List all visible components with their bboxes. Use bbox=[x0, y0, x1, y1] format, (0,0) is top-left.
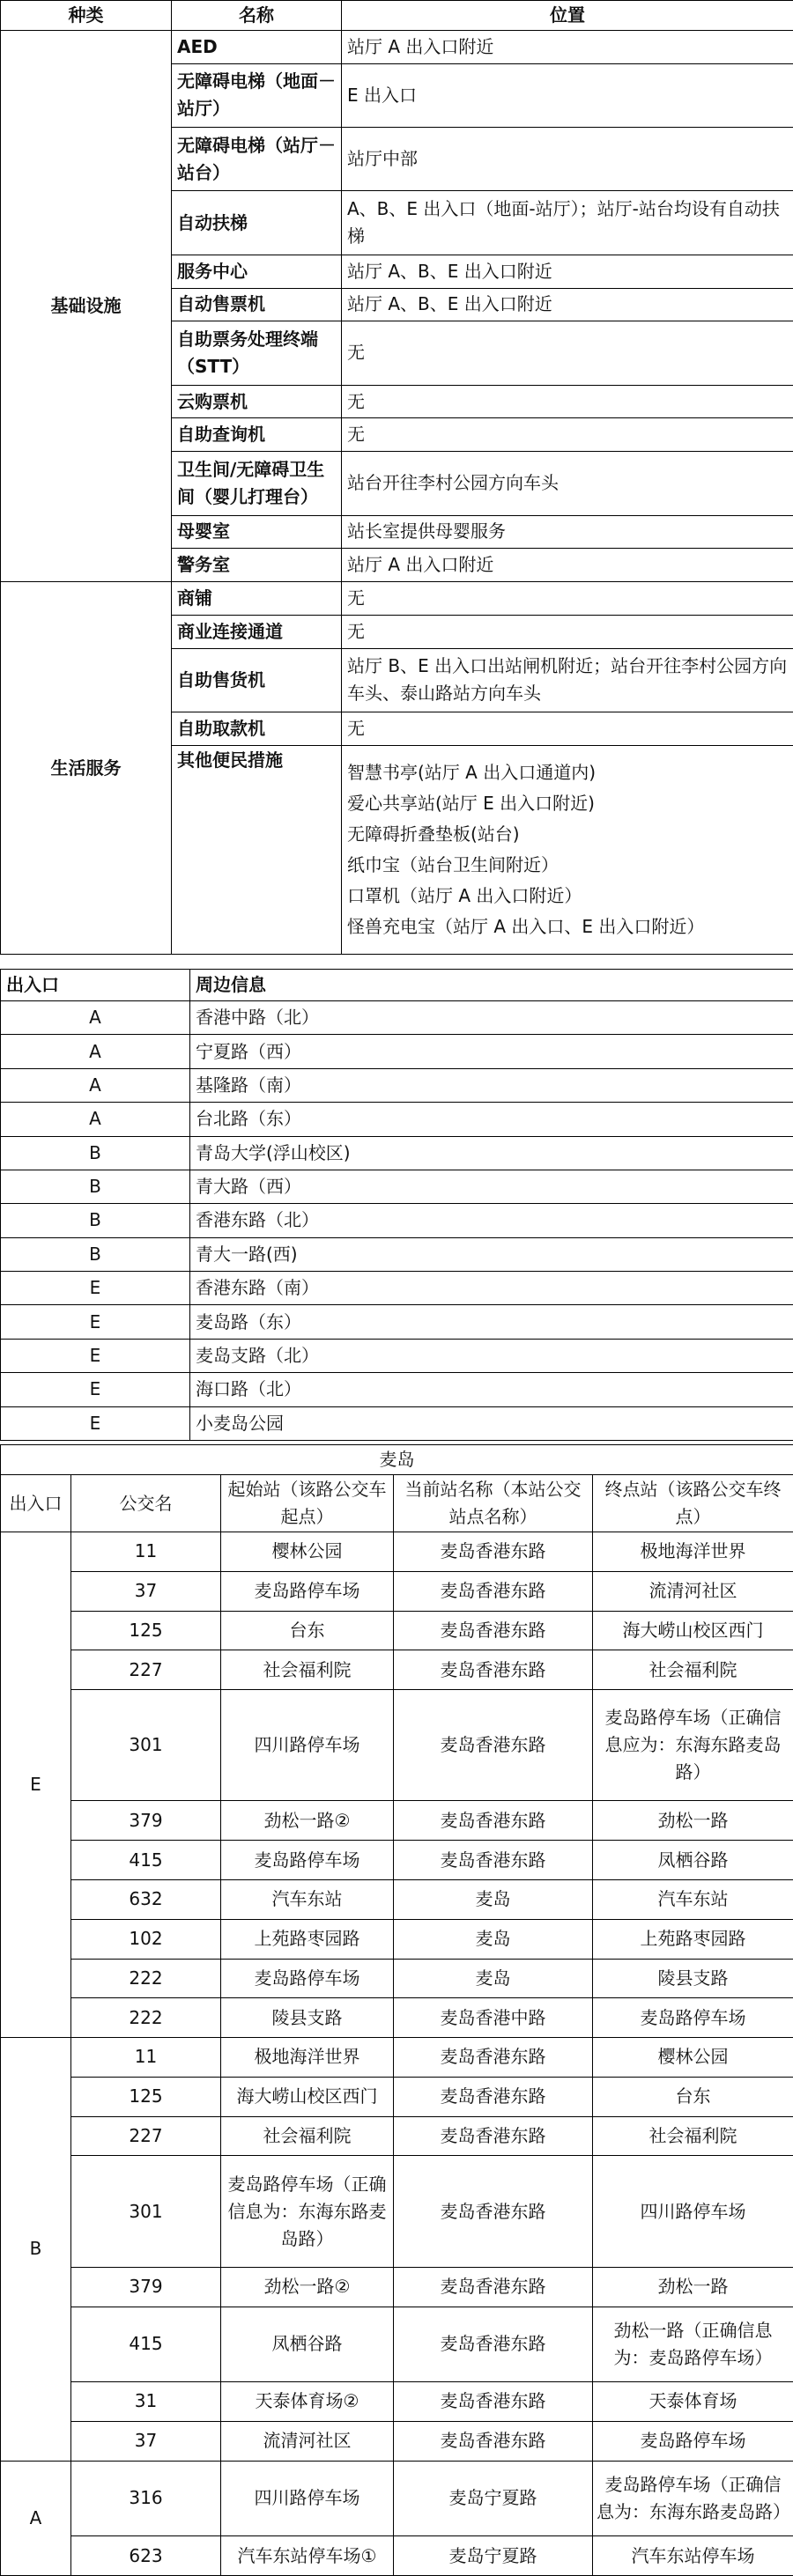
bus-line: 301 bbox=[71, 2156, 221, 2267]
header-bus-start: 起始站（该路公交车起点） bbox=[221, 1475, 394, 1532]
bus-end-stop: 凤栖谷路 bbox=[593, 1841, 793, 1880]
facility-location: 站厅 A 出入口附近 bbox=[342, 31, 793, 64]
bus-end-stop: 社会福利院 bbox=[593, 1650, 793, 1690]
bus-end-stop: 极地海洋世界 bbox=[593, 1532, 793, 1572]
bus-line: 125 bbox=[71, 1611, 221, 1650]
bus-line: 227 bbox=[71, 1650, 221, 1690]
bus-row bbox=[1, 2307, 793, 2382]
bus-current-stop: 麦岛香港中路 bbox=[394, 1998, 593, 2038]
surrounding-info: 小麦岛公园 bbox=[190, 1406, 793, 1441]
surrounding-info: 青大路（西） bbox=[190, 1170, 793, 1203]
surrounding-gate: A bbox=[1, 1068, 190, 1102]
bus-start-stop: 凤栖谷路 bbox=[221, 2307, 394, 2382]
header-info: 周边信息 bbox=[190, 970, 793, 1001]
bus-row bbox=[1, 2156, 793, 2267]
bus-current-stop: 麦岛宁夏路 bbox=[394, 2461, 593, 2536]
bus-start-stop: 四川路停车场 bbox=[221, 1690, 394, 1801]
bus-current-stop: 麦岛宁夏路 bbox=[394, 2536, 593, 2576]
facility-location: 站厅 A、B、E 出入口附近 bbox=[342, 288, 793, 321]
bus-end-stop: 麦岛路停车场（正确信息应为：东海东路麦岛路） bbox=[593, 1690, 793, 1801]
bus-row bbox=[1, 2461, 793, 2536]
facility-name: 无障碍电梯（站厅－站台） bbox=[172, 128, 342, 191]
surrounding-info: 青岛大学(浮山校区) bbox=[190, 1136, 793, 1170]
surrounding-gate: E bbox=[1, 1373, 190, 1406]
facilities-table bbox=[0, 0, 793, 955]
bus-current-stop: 麦岛 bbox=[394, 1879, 593, 1919]
bus-station-title: 麦岛 bbox=[1, 1445, 793, 1475]
bus-current-stop: 麦岛香港东路 bbox=[394, 1571, 593, 1611]
surrounding-row bbox=[1, 1103, 793, 1136]
bus-current-stop: 麦岛香港东路 bbox=[394, 2077, 593, 2116]
surrounding-row bbox=[1, 1001, 793, 1035]
surrounding-row bbox=[1, 1272, 793, 1305]
bus-row bbox=[1, 2267, 793, 2307]
facility-name: 服务中心 bbox=[172, 255, 342, 288]
surrounding-row bbox=[1, 1170, 793, 1203]
bus-line: 316 bbox=[71, 2461, 221, 2536]
facility-location: 站台开往李村公园方向车头 bbox=[342, 452, 793, 515]
bus-line: 623 bbox=[71, 2536, 221, 2576]
bus-start-stop: 陵县支路 bbox=[221, 1998, 394, 2038]
facility-name: 母婴室 bbox=[172, 515, 342, 549]
facility-location: 无 bbox=[342, 385, 793, 418]
surrounding-info: 台北路（东） bbox=[190, 1103, 793, 1136]
bus-row bbox=[1, 2382, 793, 2422]
bus-current-stop: 麦岛香港东路 bbox=[394, 2267, 593, 2307]
surrounding-info: 基隆路（南） bbox=[190, 1068, 793, 1102]
bus-row bbox=[1, 1919, 793, 1959]
bus-line: 11 bbox=[71, 2038, 221, 2078]
header-bus-end: 终点站（该路公交车终点） bbox=[593, 1475, 793, 1532]
bus-gate: E bbox=[1, 1532, 71, 2038]
surrounding-info: 麦岛支路（北） bbox=[190, 1339, 793, 1372]
surroundings-table bbox=[0, 969, 793, 1441]
surrounding-gate: A bbox=[1, 1103, 190, 1136]
facility-name: 自助查询机 bbox=[172, 418, 342, 452]
surrounding-row bbox=[1, 1035, 793, 1068]
convenience-item: 无障碍折叠垫板(站台) bbox=[347, 823, 520, 845]
bus-line: 379 bbox=[71, 2267, 221, 2307]
facility-location: 无 bbox=[342, 321, 793, 385]
surrounding-row bbox=[1, 1237, 793, 1271]
bus-row bbox=[1, 1532, 793, 1572]
bus-header-row bbox=[1, 1475, 793, 1532]
bus-end-stop: 劲松一路（正确信息为：麦岛路停车场） bbox=[593, 2307, 793, 2382]
facility-location: 站厅 A 出入口附近 bbox=[342, 549, 793, 582]
facilities-header-row bbox=[1, 1, 793, 31]
bus-start-stop: 麦岛路停车场 bbox=[221, 1571, 394, 1611]
bus-end-stop: 麦岛路停车场 bbox=[593, 1998, 793, 2038]
bus-end-stop: 劲松一路 bbox=[593, 2267, 793, 2307]
bus-start-stop: 社会福利院 bbox=[221, 1650, 394, 1690]
bus-row bbox=[1, 1611, 793, 1650]
bus-row bbox=[1, 1690, 793, 1801]
facility-location: A、B、E 出入口（地面-站厅）；站厅-站台均设有自动扶梯 bbox=[342, 191, 793, 255]
convenience-item: 爱心共享站(站厅 E 出入口附近) bbox=[347, 792, 595, 814]
bus-line: 37 bbox=[71, 1571, 221, 1611]
surrounding-info: 香港中路（北） bbox=[190, 1001, 793, 1035]
bus-line: 11 bbox=[71, 1532, 221, 1572]
facility-name: 商铺 bbox=[172, 582, 342, 616]
bus-start-stop: 极地海洋世界 bbox=[221, 2038, 394, 2078]
bus-start-stop: 麦岛路停车场（正确信息为：东海东路麦岛路） bbox=[221, 2156, 394, 2267]
surrounding-gate: E bbox=[1, 1339, 190, 1372]
bus-row bbox=[1, 1650, 793, 1690]
bus-end-stop: 上苑路枣园路 bbox=[593, 1919, 793, 1959]
bus-current-stop: 麦岛香港东路 bbox=[394, 2421, 593, 2461]
bus-end-stop: 流清河社区 bbox=[593, 1571, 793, 1611]
facility-location: 站厅 B、E 出入口出站闸机附近；站台开往李村公园方向车头、泰山路站方向车头 bbox=[342, 648, 793, 712]
facility-location: E 出入口 bbox=[342, 63, 793, 127]
bus-end-stop: 汽车东站停车场 bbox=[593, 2536, 793, 2576]
bus-row bbox=[1, 2038, 793, 2078]
facility-name: 云购票机 bbox=[172, 385, 342, 418]
facility-name: AED bbox=[172, 31, 342, 64]
bus-start-stop: 四川路停车场 bbox=[221, 2461, 394, 2536]
bus-start-stop: 劲松一路② bbox=[221, 2267, 394, 2307]
bus-row bbox=[1, 1571, 793, 1611]
bus-line: 222 bbox=[71, 1998, 221, 2038]
facility-location: 无 bbox=[342, 615, 793, 648]
facility-row bbox=[1, 582, 793, 616]
surrounding-gate: E bbox=[1, 1305, 190, 1339]
surrounding-gate: E bbox=[1, 1272, 190, 1305]
bus-end-stop: 陵县支路 bbox=[593, 1959, 793, 1998]
bus-end-stop: 汽车东站 bbox=[593, 1879, 793, 1919]
facility-location: 无 bbox=[342, 418, 793, 452]
bus-row bbox=[1, 2536, 793, 2576]
bus-start-stop: 社会福利院 bbox=[221, 2116, 394, 2156]
facility-name: 其他便民措施 bbox=[172, 745, 342, 954]
bus-current-stop: 麦岛 bbox=[394, 1959, 593, 1998]
surrounding-gate: B bbox=[1, 1136, 190, 1170]
bus-start-stop: 麦岛路停车场 bbox=[221, 1841, 394, 1880]
bus-end-stop: 麦岛路停车场 bbox=[593, 2421, 793, 2461]
bus-start-stop: 流清河社区 bbox=[221, 2421, 394, 2461]
bus-current-stop: 麦岛香港东路 bbox=[394, 2038, 593, 2078]
bus-start-stop: 麦岛路停车场 bbox=[221, 1959, 394, 1998]
surrounding-row bbox=[1, 1204, 793, 1237]
bus-end-stop: 四川路停车场 bbox=[593, 2156, 793, 2267]
facility-name: 商业连接通道 bbox=[172, 615, 342, 648]
bus-start-stop: 上苑路枣园路 bbox=[221, 1919, 394, 1959]
bus-line: 125 bbox=[71, 2077, 221, 2116]
bus-start-stop: 樱林公园 bbox=[221, 1532, 394, 1572]
bus-line: 415 bbox=[71, 1841, 221, 1880]
surrounding-gate: B bbox=[1, 1170, 190, 1203]
facility-name: 自助取款机 bbox=[172, 712, 342, 746]
surrounding-row bbox=[1, 1406, 793, 1441]
bus-line: 102 bbox=[71, 1919, 221, 1959]
surrounding-gate: B bbox=[1, 1237, 190, 1271]
surrounding-gate: B bbox=[1, 1204, 190, 1237]
header-location: 位置 bbox=[342, 1, 793, 31]
bus-row bbox=[1, 1801, 793, 1841]
facility-name: 自动扶梯 bbox=[172, 191, 342, 255]
surroundings-header-row bbox=[1, 970, 793, 1001]
surrounding-gate: A bbox=[1, 1035, 190, 1068]
facility-category: 基础设施 bbox=[1, 31, 172, 582]
convenience-item: 怪兽充电宝（站厅 A 出入口、E 出入口附近） bbox=[347, 915, 705, 937]
facility-name: 自助售货机 bbox=[172, 648, 342, 712]
bus-line: 379 bbox=[71, 1801, 221, 1841]
facility-location: 无 bbox=[342, 712, 793, 746]
convenience-item: 纸巾宝（站台卫生间附近） bbox=[347, 853, 559, 875]
bus-line: 227 bbox=[71, 2116, 221, 2156]
bus-end-stop: 劲松一路 bbox=[593, 1801, 793, 1841]
facility-location: 站厅中部 bbox=[342, 128, 793, 191]
bus-row bbox=[1, 2077, 793, 2116]
bus-line: 222 bbox=[71, 1959, 221, 1998]
surrounding-row bbox=[1, 1136, 793, 1170]
facility-location: 站长室提供母婴服务 bbox=[342, 515, 793, 549]
bus-end-stop: 樱林公园 bbox=[593, 2038, 793, 2078]
bus-end-stop: 海大崂山校区西门 bbox=[593, 1611, 793, 1650]
convenience-item: 口罩机（站厅 A 出入口附近） bbox=[347, 884, 582, 906]
bus-gate: B bbox=[1, 2038, 71, 2462]
surrounding-gate: E bbox=[1, 1406, 190, 1441]
surrounding-row bbox=[1, 1373, 793, 1406]
header-category: 种类 bbox=[1, 1, 172, 31]
facility-name: 卫生间/无障碍卫生间（婴儿打理台） bbox=[172, 452, 342, 515]
bus-table bbox=[0, 1444, 793, 2576]
surrounding-info: 宁夏路（西） bbox=[190, 1035, 793, 1068]
convenience-item: 智慧书亭(站厅 A 出入口通道内) bbox=[347, 761, 597, 783]
bus-current-stop: 麦岛香港东路 bbox=[394, 2307, 593, 2382]
header-bus-line: 公交名 bbox=[71, 1475, 221, 1532]
facility-name: 警务室 bbox=[172, 549, 342, 582]
header-bus-current: 当前站名称（本站公交站点名称） bbox=[394, 1475, 593, 1532]
bus-end-stop: 社会福利院 bbox=[593, 2116, 793, 2156]
bus-row bbox=[1, 2421, 793, 2461]
bus-gate: A bbox=[1, 2461, 71, 2575]
bus-current-stop: 麦岛香港东路 bbox=[394, 2156, 593, 2267]
bus-row bbox=[1, 2116, 793, 2156]
bus-current-stop: 麦岛香港东路 bbox=[394, 1532, 593, 1572]
facility-location bbox=[342, 745, 793, 954]
header-bus-gate: 出入口 bbox=[1, 1475, 71, 1532]
bus-end-stop: 麦岛路停车场（正确信息为：东海东路麦岛路） bbox=[593, 2461, 793, 2536]
bus-start-stop: 台东 bbox=[221, 1611, 394, 1650]
facility-category: 生活服务 bbox=[1, 582, 172, 955]
bus-current-stop: 麦岛香港东路 bbox=[394, 1690, 593, 1801]
surrounding-info: 香港东路（北） bbox=[190, 1204, 793, 1237]
facility-location: 无 bbox=[342, 582, 793, 616]
bus-end-stop: 台东 bbox=[593, 2077, 793, 2116]
bus-line: 31 bbox=[71, 2382, 221, 2422]
facility-row bbox=[1, 31, 793, 64]
surrounding-row bbox=[1, 1339, 793, 1372]
bus-current-stop: 麦岛香港东路 bbox=[394, 2382, 593, 2422]
bus-current-stop: 麦岛香港东路 bbox=[394, 1650, 593, 1690]
facility-location: 站厅 A、B、E 出入口附近 bbox=[342, 255, 793, 288]
bus-current-stop: 麦岛香港东路 bbox=[394, 1841, 593, 1880]
header-gate: 出入口 bbox=[1, 970, 190, 1001]
bus-title-row bbox=[1, 1445, 793, 1475]
bus-row bbox=[1, 1879, 793, 1919]
surrounding-info: 海口路（北） bbox=[190, 1373, 793, 1406]
bus-current-stop: 麦岛香港东路 bbox=[394, 1611, 593, 1650]
bus-start-stop: 汽车东站停车场① bbox=[221, 2536, 394, 2576]
bus-current-stop: 麦岛香港东路 bbox=[394, 1801, 593, 1841]
surrounding-row bbox=[1, 1068, 793, 1102]
bus-row bbox=[1, 1998, 793, 2038]
surrounding-info: 麦岛路（东） bbox=[190, 1305, 793, 1339]
bus-start-stop: 海大崂山校区西门 bbox=[221, 2077, 394, 2116]
surrounding-info: 香港东路（南） bbox=[190, 1272, 793, 1305]
header-name: 名称 bbox=[172, 1, 342, 31]
facility-name: 自助票务处理终端（STT） bbox=[172, 321, 342, 385]
bus-current-stop: 麦岛香港东路 bbox=[394, 2116, 593, 2156]
bus-row bbox=[1, 1959, 793, 1998]
bus-line: 415 bbox=[71, 2307, 221, 2382]
bus-end-stop: 天泰体育场 bbox=[593, 2382, 793, 2422]
bus-start-stop: 天泰体育场② bbox=[221, 2382, 394, 2422]
bus-line: 632 bbox=[71, 1879, 221, 1919]
facility-name: 自动售票机 bbox=[172, 288, 342, 321]
surrounding-info: 青大一路(西) bbox=[190, 1237, 793, 1271]
surrounding-row bbox=[1, 1305, 793, 1339]
bus-row bbox=[1, 1841, 793, 1880]
bus-start-stop: 劲松一路② bbox=[221, 1801, 394, 1841]
surrounding-gate: A bbox=[1, 1001, 190, 1035]
bus-line: 37 bbox=[71, 2421, 221, 2461]
bus-current-stop: 麦岛 bbox=[394, 1919, 593, 1959]
bus-line: 301 bbox=[71, 1690, 221, 1801]
bus-start-stop: 汽车东站 bbox=[221, 1879, 394, 1919]
facility-name: 无障碍电梯（地面－站厅） bbox=[172, 63, 342, 127]
